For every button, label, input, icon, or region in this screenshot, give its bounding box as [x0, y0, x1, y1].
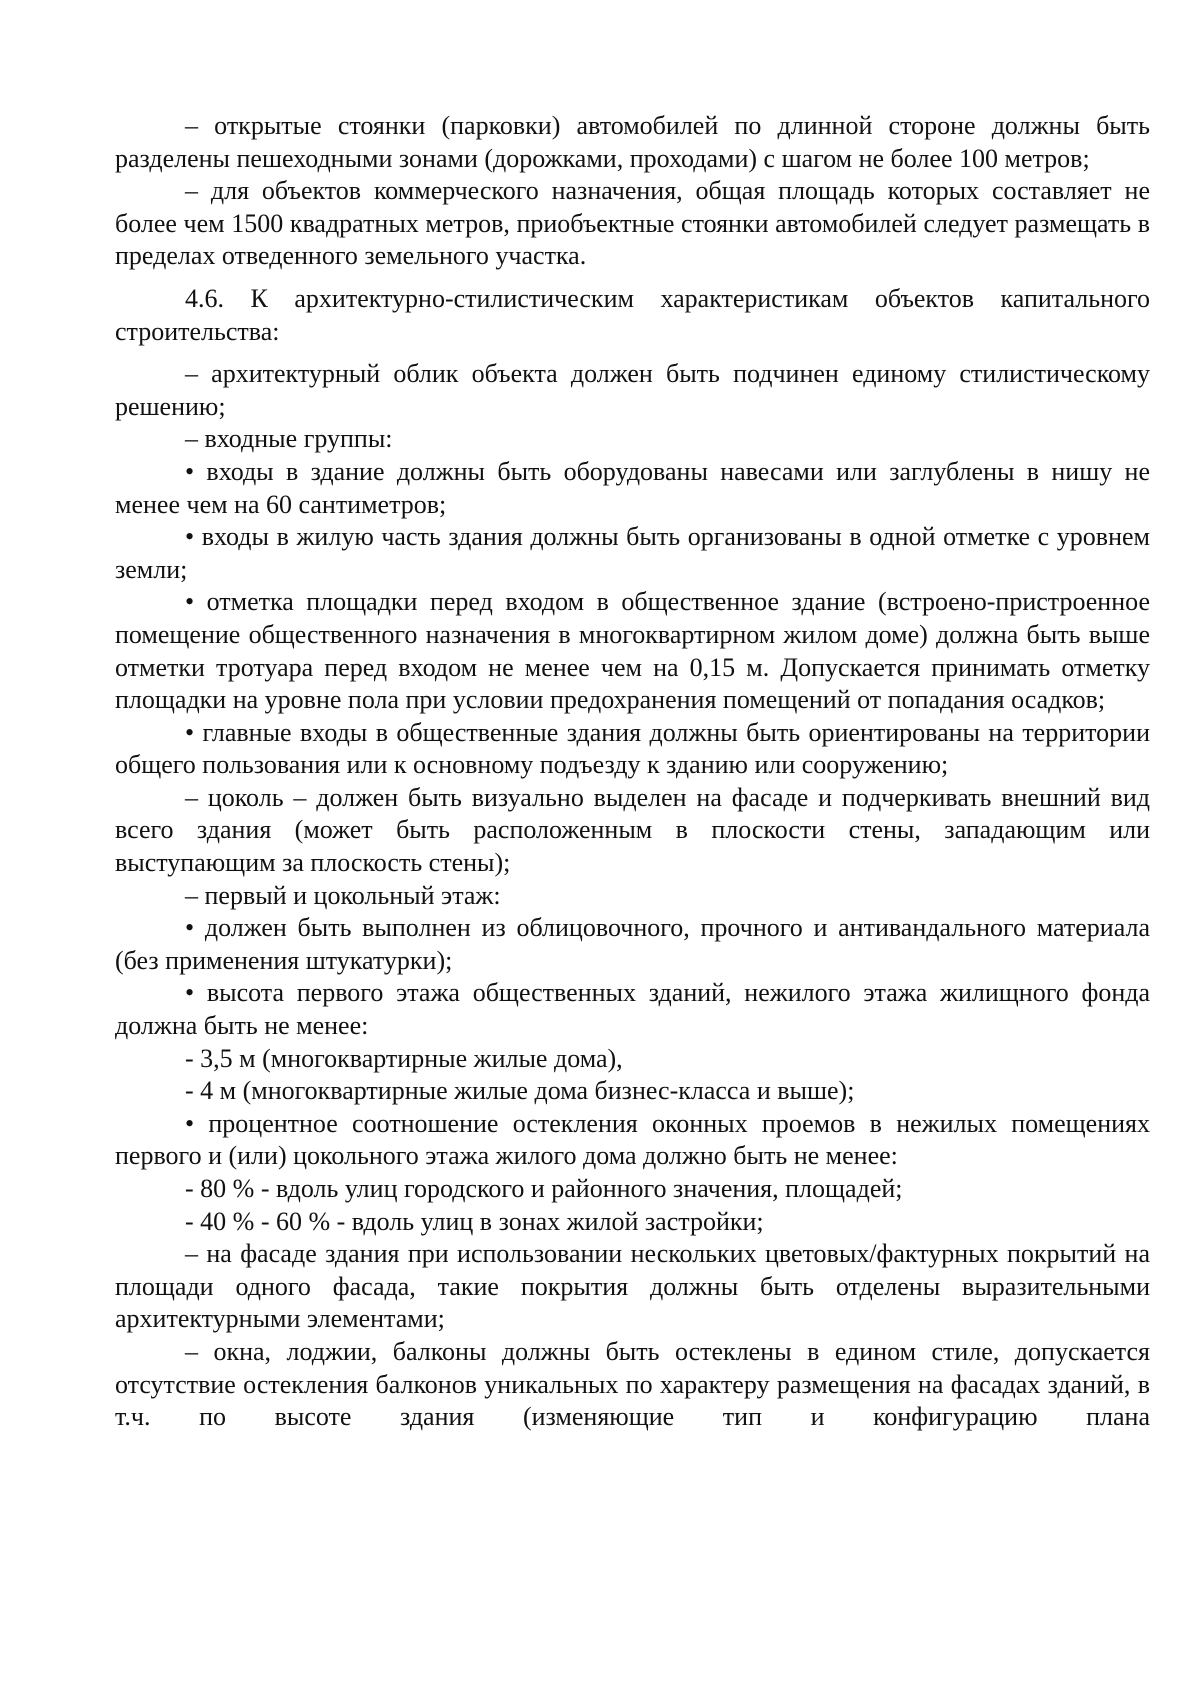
bullet-glazing-ratio: • процентное соотношение остекления оконных проемов в нежилых помещениях первого и (или) цокольного этажа жилого дома должно быть не менее: [115, 1108, 1150, 1171]
bullet-main-entrances: • главные входы в общественные здания должны быть ориентированы на территории общего пользования или к основному подъезду к зданию или сооружению; [115, 717, 1150, 780]
paragraph-windows-balconies: – окна, лоджии, балконы должны быть остеклены в едином стиле, допускается отсутствие остекления балконов уникальных по характеру размещения на фасадах зданий, в т.ч. по высоте здания (изменяющие тип и конфигурацию плана [115, 1336, 1150, 1432]
bullet-entrance-platform: • отметка площадки перед входом в общественное здание (встроено-пристроенное помещение общественного назначения в многоквартирном жилом доме) должна быть выше отметки тротуара перед входом не менее чем на 0,15 м. Допускается принимать отметку площадки на уровне пола при условии предохранения помещений от попадания осадков; [115, 587, 1150, 715]
paragraph-commercial-parking: – для объектов коммерческого назначения, общая площадь которых составляет не более чем 1500 квадратных метров, приобъектные стоянки автомобилей следует размещать в пределах отведенного земельного участка. [115, 176, 1150, 271]
paragraph-parking-walkways: – открытые стоянки (парковки) автомобилей по длинной стороне должны быть разделены пешеходными зонами (дорожками, проходами) с шагом не более 100 метров; [115, 111, 1150, 173]
bullet-cladding-material: • должен быть выполнен из облицовочного, прочного и антивандального материала (без применения штукатурки); [115, 913, 1150, 975]
bullet-canopies: • входы в здание должны быть оборудованы навесами или заглублены в нишу не менее чем на 60 сантиметров; [115, 456, 1150, 519]
bullet-residential-entrances: • входы в жилую часть здания должны быть организованы в одной отметке с уровнем земли; [115, 522, 1150, 584]
paragraph-architectural-appearance: – архитектурный облик объекта должен быть подчинен единому стилистическому решению; [115, 359, 1150, 421]
bullet-first-floor-height: • высота первого этажа общественных зданий, нежилого этажа жилищного фонда должна быть не менее: [115, 978, 1150, 1041]
list-item-height-4m: - 4 м (многоквартирные жилые дома бизнес-класса и выше); [185, 1076, 855, 1106]
paragraph-plinth: – цоколь – должен быть визуально выделен на фасаде и подчеркивать внешний вид всего здания (может быть расположенным в плоскости стены, западающим или выступающим за плоскость стены); [115, 782, 1150, 878]
list-item-first-floor: – первый и цокольный этаж: [185, 880, 501, 910]
list-item-entrance-groups: – входные группы: [185, 424, 393, 454]
document-page [115, 110, 1150, 1434]
section-heading-4-6: 4.6. К архитектурно-стилистическим характеристикам объектов капитального строительства: [115, 283, 1150, 346]
paragraph-facade-coatings: – на фасаде здания при использовании нескольких цветовых/фактурных покрытий на площади одного фасада, такие покрытия должны быть отделены выразительными архитектурными элементами; [115, 1239, 1150, 1334]
list-item-glazing-40-60: - 40 % - 60 % - вдоль улиц в зонах жилой застройки; [185, 1206, 764, 1236]
list-item-glazing-80: - 80 % - вдоль улиц городского и районного значения, площадей; [185, 1174, 903, 1203]
list-item-height-3-5m: - 3,5 м (многоквартирные жилые дома), [185, 1043, 623, 1073]
